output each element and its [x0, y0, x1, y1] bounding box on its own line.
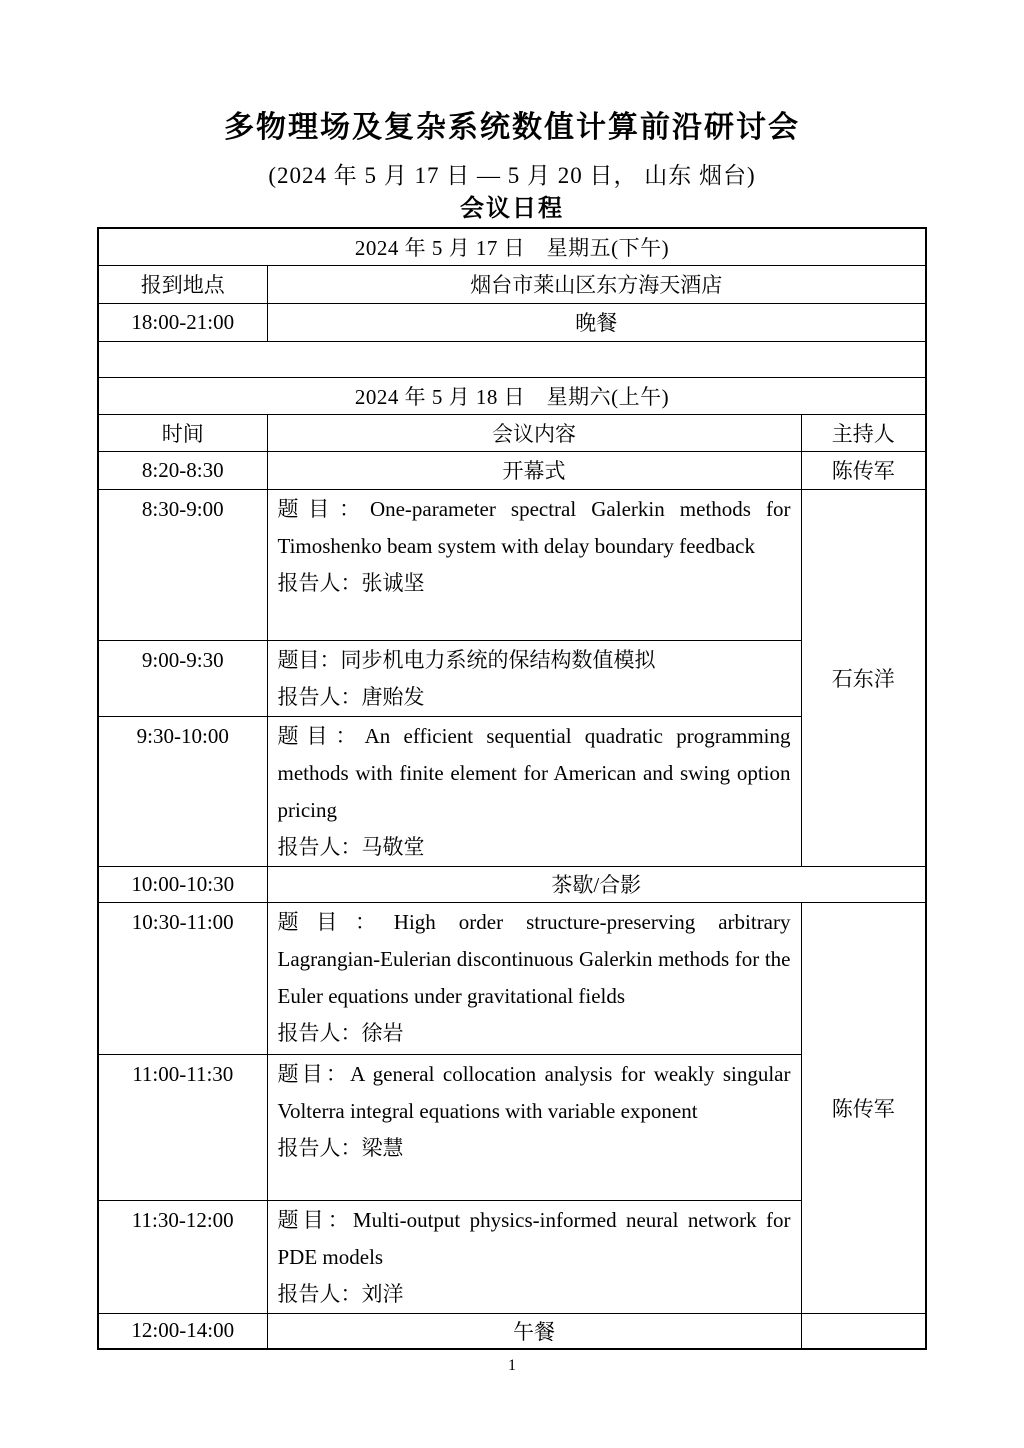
column-header-row — [98, 414, 926, 451]
talk-title-text: High order structure-preserving arbitrary Lagrangian-Eulerian discontinuous Galerkin methods for the Euler equations under gravitational fields — [277, 909, 791, 1008]
talk-title — [278, 642, 791, 679]
dinner-time: 18:00-21:00 — [98, 303, 267, 341]
column-header-chair: 主持人 — [801, 414, 926, 451]
title-label: 题目： — [277, 1207, 353, 1232]
opening-time: 8:20-8:30 — [98, 451, 267, 489]
title-label: 题目： — [277, 909, 394, 934]
talk-cell — [267, 640, 801, 716]
day2-header-row — [98, 377, 926, 414]
talk-title-text: 同步机电力系统的保结构数值模拟 — [340, 647, 656, 672]
talk-speaker — [278, 679, 791, 716]
break-row — [98, 866, 926, 902]
talk-speaker-name: 马敬堂 — [361, 834, 425, 859]
empty-chair-cell — [801, 1313, 926, 1349]
talk-time: 9:30-10:00 — [98, 716, 267, 866]
talk-speaker — [278, 565, 791, 602]
talk-speaker-name: 徐岩 — [361, 1020, 404, 1045]
talk-title — [278, 1056, 791, 1130]
title-label: 题目： — [277, 1061, 351, 1086]
talk-cell — [267, 1054, 801, 1200]
session1-chair: 石东洋 — [801, 489, 926, 866]
talk-cell — [267, 902, 801, 1054]
speaker-label: 报告人： — [277, 570, 362, 595]
talk-speaker-name: 刘洋 — [361, 1281, 404, 1306]
title-label: 题目： — [277, 647, 341, 672]
title-label: 题目： — [277, 723, 365, 748]
talk-title — [278, 718, 791, 829]
talk-title-text: A general collocation analysis for weakly singular Volterra integral equations with variable exponent — [277, 1061, 791, 1123]
talk-title-text: An efficient sequential quadratic programming methods with finite element for American and swing option pricing — [277, 723, 791, 822]
day1-header: 2024 年 5 月 17 日 星期五(下午) — [98, 228, 926, 265]
session2-chair: 陈传军 — [801, 902, 926, 1313]
lunch-row — [98, 1313, 926, 1349]
talk-cell — [267, 489, 801, 640]
talk-title-text: Multi-output physics-informed neural network for PDE models — [277, 1207, 791, 1269]
opening-label: 开幕式 — [267, 451, 801, 489]
talk-time: 8:30-9:00 — [98, 489, 267, 640]
break-label: 茶歇/合影 — [267, 866, 926, 902]
talk-speaker-name: 梁慧 — [361, 1135, 404, 1160]
talk-title-text: One-parameter spectral Galerkin methods for Timoshenko beam system with delay boundary feedback — [277, 496, 791, 558]
speaker-label: 报告人： — [277, 1135, 362, 1160]
talk-cell — [267, 716, 801, 866]
talk-speaker-name: 张诚坚 — [361, 570, 425, 595]
talk-time: 11:00-11:30 — [98, 1054, 267, 1200]
spacer-cell — [98, 341, 926, 377]
registration-row — [98, 265, 926, 303]
speaker-label: 报告人： — [277, 1281, 362, 1306]
page-number: 1 — [508, 1357, 516, 1374]
speaker-label: 报告人： — [277, 684, 362, 709]
day1-header-row — [98, 228, 926, 265]
dinner-label: 晚餐 — [267, 303, 926, 341]
talk-row — [98, 902, 926, 1054]
talk-time: 11:30-12:00 — [98, 1200, 267, 1313]
registration-label: 报到地点 — [98, 265, 267, 303]
registration-location: 烟台市莱山区东方海天酒店 — [267, 265, 926, 303]
talk-time: 10:30-11:00 — [98, 902, 267, 1054]
lunch-time: 12:00-14:00 — [98, 1313, 267, 1349]
page-title: 多物理场及复杂系统数值计算前沿研讨会 — [224, 111, 800, 144]
talk-title — [278, 491, 791, 565]
spacer-row — [98, 341, 926, 377]
talk-row — [98, 489, 926, 640]
talk-title — [278, 904, 791, 1015]
talk-speaker — [278, 1015, 791, 1052]
talk-speaker — [278, 1276, 791, 1313]
schedule-heading: 会议日程 — [460, 196, 564, 222]
dinner-row — [98, 303, 926, 341]
opening-chair: 陈传军 — [801, 451, 926, 489]
title-label: 题目： — [277, 496, 370, 521]
speaker-label: 报告人： — [277, 1020, 362, 1045]
talk-time: 9:00-9:30 — [98, 640, 267, 716]
schedule-table — [97, 227, 927, 1350]
talk-speaker-name: 唐贻发 — [361, 684, 425, 709]
column-header-time: 时间 — [98, 414, 267, 451]
talk-speaker — [278, 829, 791, 866]
date-location-subtitle: (2024 年 5 月 17 日 — 5 月 20 日， 山东 烟台) — [268, 163, 756, 188]
opening-row — [98, 451, 926, 489]
break-time: 10:00-10:30 — [98, 866, 267, 902]
column-header-content: 会议内容 — [267, 414, 801, 451]
talk-title — [278, 1202, 791, 1276]
lunch-label: 午餐 — [267, 1313, 801, 1349]
speaker-label: 报告人： — [277, 834, 362, 859]
talk-cell — [267, 1200, 801, 1313]
talk-speaker — [278, 1130, 791, 1167]
day2-header: 2024 年 5 月 18 日 星期六(上午) — [98, 377, 926, 414]
